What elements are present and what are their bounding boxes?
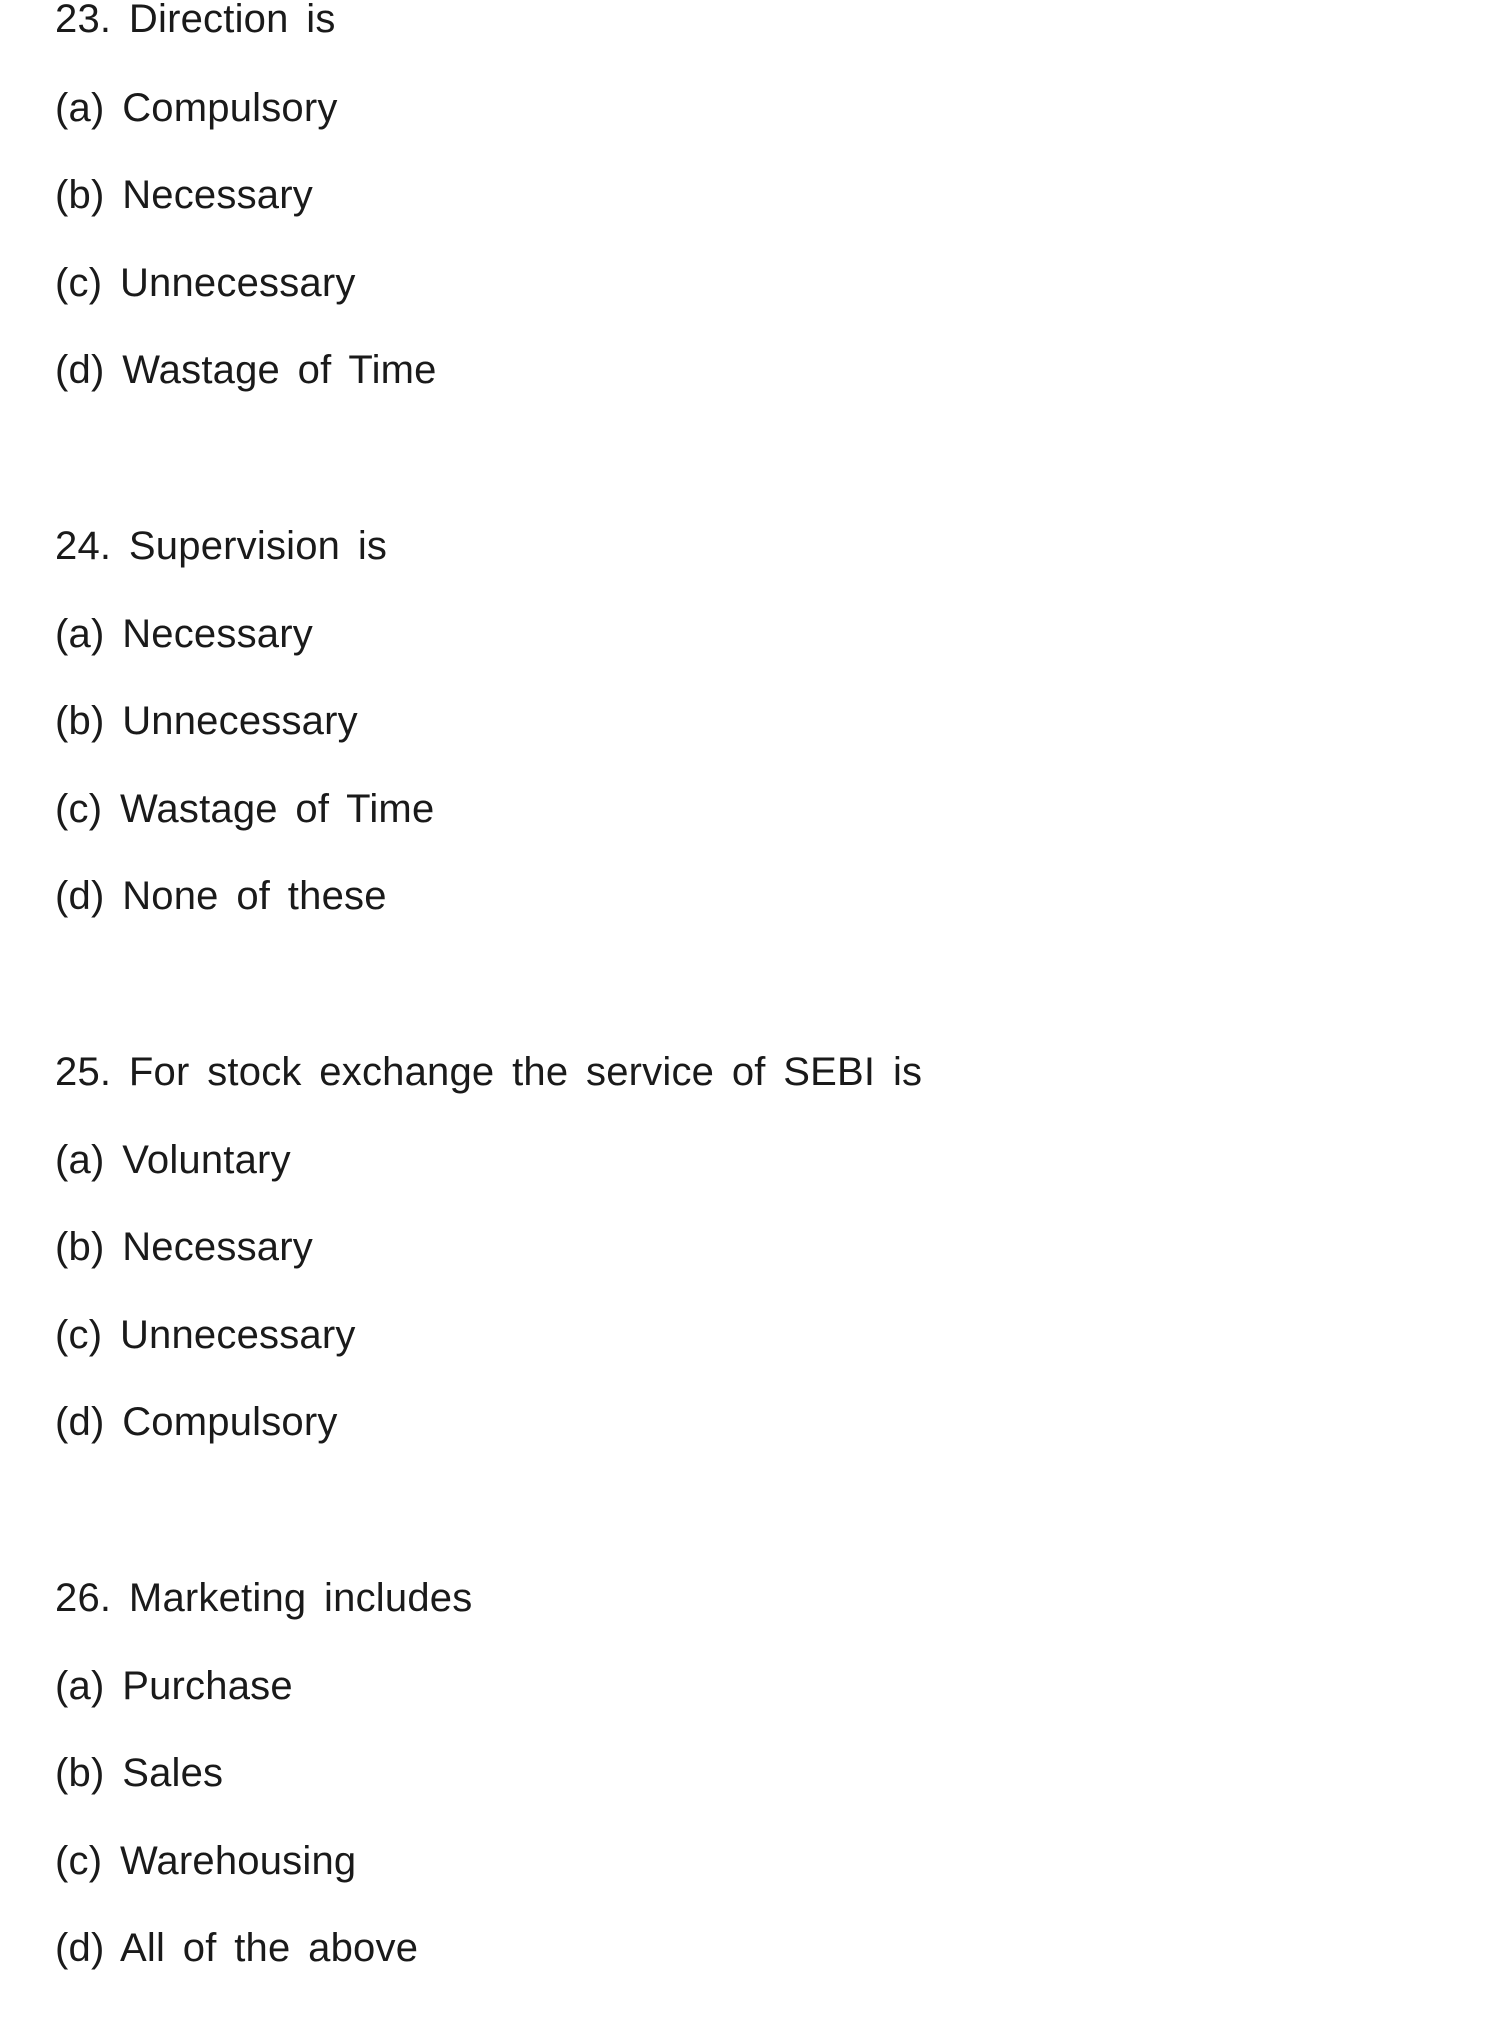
question-26-option-b: (b) Sales — [55, 1751, 224, 1795]
question-25-option-b: (b) Necessary — [55, 1225, 313, 1269]
question-24-option-b: (b) Unnecessary — [55, 699, 358, 743]
question-23-option-b: (b) Necessary — [55, 173, 313, 217]
question-25-stem: 25. For stock exchange the service of SEBI is — [55, 1050, 923, 1094]
question-24-stem: 24. Supervision is — [55, 524, 388, 568]
question-26-stem: 26. Marketing includes — [55, 1576, 473, 1620]
question-25-option-c: (c) Unnecessary — [55, 1313, 356, 1357]
question-26-option-c: (c) Warehousing — [55, 1839, 357, 1883]
question-26-option-d: (d) All of the above — [55, 1926, 419, 1970]
question-25-option-d: (d) Compulsory — [55, 1400, 338, 1444]
question-24-option-d: (d) None of these — [55, 874, 387, 918]
question-26-option-a: (a) Purchase — [55, 1664, 293, 1708]
question-23-option-d: (d) Wastage of Time — [55, 348, 437, 392]
question-23-option-c: (c) Unnecessary — [55, 261, 356, 305]
question-23-stem: 23. Direction is — [55, 0, 336, 41]
question-24-option-a: (a) Necessary — [55, 612, 313, 656]
question-25-option-a: (a) Voluntary — [55, 1138, 291, 1182]
question-23-option-a: (a) Compulsory — [55, 86, 338, 130]
question-24-option-c: (c) Wastage of Time — [55, 787, 435, 831]
